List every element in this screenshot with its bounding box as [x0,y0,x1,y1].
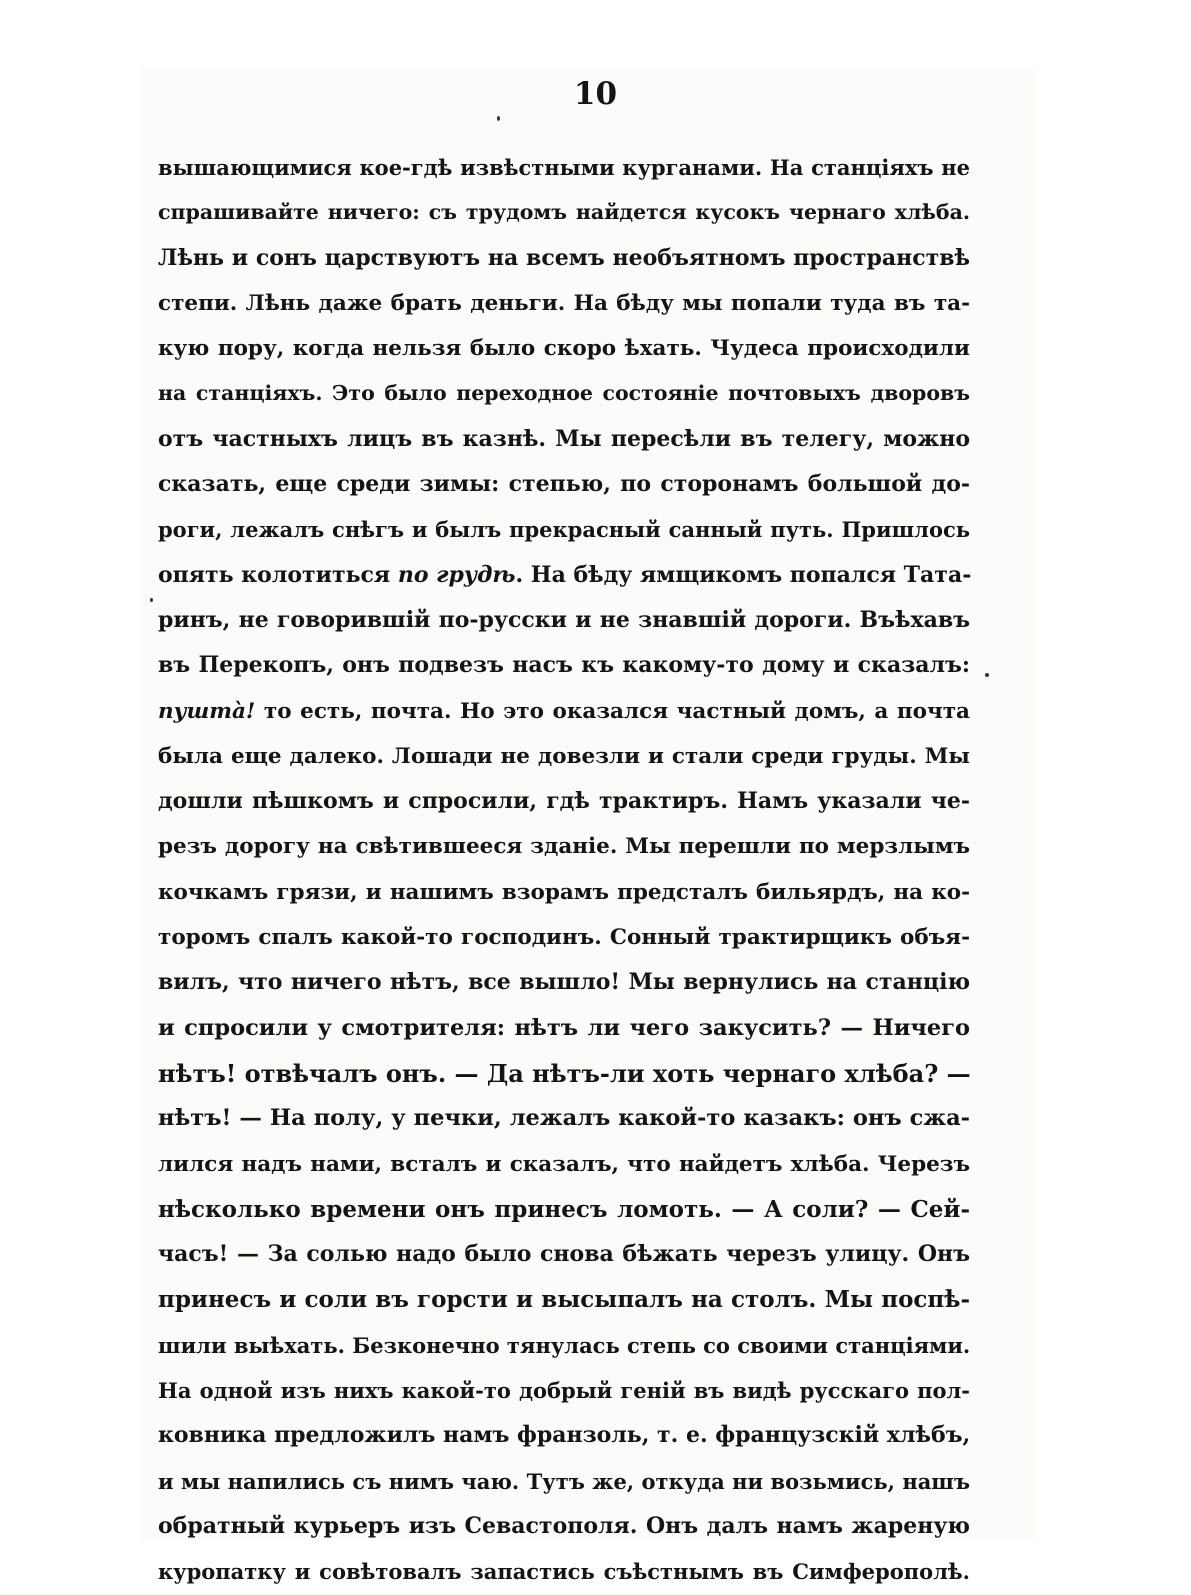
text-line [158,779,970,824]
line-text: кочкамъ грязи, и нашимъ взорамъ предсталъ бильярдъ, на ко- [158,879,970,905]
text-line [158,236,970,281]
text-line [158,1051,970,1096]
line-text: . На бѣду ямщикомъ попался Тата- [515,561,972,588]
line-text: нѣтъ! отвѣчалъ онъ. — Да нѣтъ-ли хоть чернаго хлѣба? — [158,1058,971,1088]
line-text: вышающимися кое-гдѣ извѣстными курганами. На станціяхъ не [158,155,970,180]
line-text: опять колотиться [158,561,398,588]
text-line [158,190,970,235]
text-line [158,371,970,416]
text-line [158,1142,970,1187]
line-text: и мы напились съ нимъ чаю. Тутъ же, откуда ни возьмись, нашъ [158,1468,970,1494]
line-text: была еще далеко. Лошади не довезли и стали среди груды. Мы [158,743,970,769]
line-text: и спросили у смотрителя: нѣтъ ли чего закусить? — Ничего [158,1014,970,1041]
line-text: лился надъ нами, всталъ и сказалъ, что найдетъ хлѣба. Черезъ [158,1151,970,1177]
line-text: часъ! — За солью надо было снова бѣжать черезъ улицу. Онъ [158,1241,970,1268]
text-line [158,1368,970,1413]
text-line [158,553,970,598]
text-line [158,870,970,915]
line-text: принесъ и соли въ горсти и высыпалъ на столъ. Мы поспѣ- [158,1286,970,1314]
text-line [158,281,970,326]
text-line [158,824,970,869]
text-line [158,462,970,507]
line-text: шили выѣхать. Безконечно тянулась степь со своими станціями. [158,1332,971,1358]
line-text: резъ дорогу на свѣтившееся зданіе. Мы перешли по мерзлымъ [158,834,970,860]
text-line [158,1006,970,1051]
line-text: кую пору, когда нельзя было скоро ѣхать. Чудеса происходили [158,336,970,362]
text-line [158,1232,970,1277]
line-text: то есть, почта. Но это оказался частный домъ, а почта [255,698,970,724]
text-line [158,1096,970,1141]
text-line [158,507,970,552]
text-line [158,326,970,371]
text-line [158,1323,970,1368]
line-text: обратный курьеръ изъ Севастополя. Онъ далъ намъ жареную [158,1512,970,1539]
line-text: дошли пѣшкомъ и спросили, гдѣ трактиръ. Намъ указали че- [158,788,970,815]
text-line [158,417,970,462]
body-text [158,145,970,1595]
page-number: 10 [573,76,618,112]
line-text: отъ частныхъ лицъ въ казнѣ. Мы пересѣли въ телегу, можно [158,425,970,452]
text-line [158,1413,970,1458]
text-line [158,1504,970,1549]
line-text: на станціяхъ. Это было переходное состояніе почтовыхъ дворовъ [158,381,970,406]
line-text: Лѣнь и сонъ царствуютъ на всемъ необъятномъ пространствѣ [158,244,970,271]
text-line [158,145,970,190]
line-text: въ Перекопъ, онъ подвезъ насъ къ какому-то дому и сказалъ: [158,652,970,679]
line-text: степи. Лѣнь даже брать деньги. На бѣду мы попали туда въ та- [158,290,970,316]
line-text: ковника предложилъ намъ франзоль, т. е. французскій хлѣбъ, [158,1422,971,1449]
scan-speck [150,598,153,602]
text-line [158,1187,970,1232]
text-line [158,734,970,779]
italic-phrase: пуштà! [158,698,256,724]
text-line [158,960,970,1005]
text-line [158,598,970,643]
line-text: ринъ, не говорившій по-русски и не знавшій дороги. Въѣхавъ [158,606,970,633]
line-text: куропатку и совѣтовалъ запастись съѣстнымъ въ Симферополѣ. [158,1559,970,1585]
text-line [158,1277,970,1322]
line-text: На одной изъ нихъ какой-то добрый геній въ видѣ русскаго пол- [158,1378,970,1404]
text-line [158,915,970,960]
line-text: сказать, еще среди зимы: степью, по сторонамъ большой до- [158,471,970,498]
line-text: торомъ спалъ какой-то господинъ. Сонный трактирщикъ объя- [158,925,970,951]
line-text: роги, лежалъ снѣгъ и былъ прекрасный санный путь. Пришлось [158,517,970,543]
text-line [158,643,970,688]
line-text: нѣсколько времени онъ принесъ ломоть. — А соли? — Сей- [158,1195,970,1223]
line-text: спрашивайте ничего: съ трудомъ найдется кусокъ чернаго хлѣба. [158,200,970,225]
scan-speck [497,116,500,121]
text-line [158,689,970,734]
line-text: нѣтъ! — На полу, у печки, лежалъ какой-то казакъ: онъ сжа- [158,1105,970,1132]
scan-speck [985,673,989,677]
line-text: вилъ, что ничего нѣтъ, все вышло! Мы вернулись на станцію [158,969,970,996]
text-line [158,1459,970,1504]
italic-phrase: по грудѣ [397,561,516,588]
